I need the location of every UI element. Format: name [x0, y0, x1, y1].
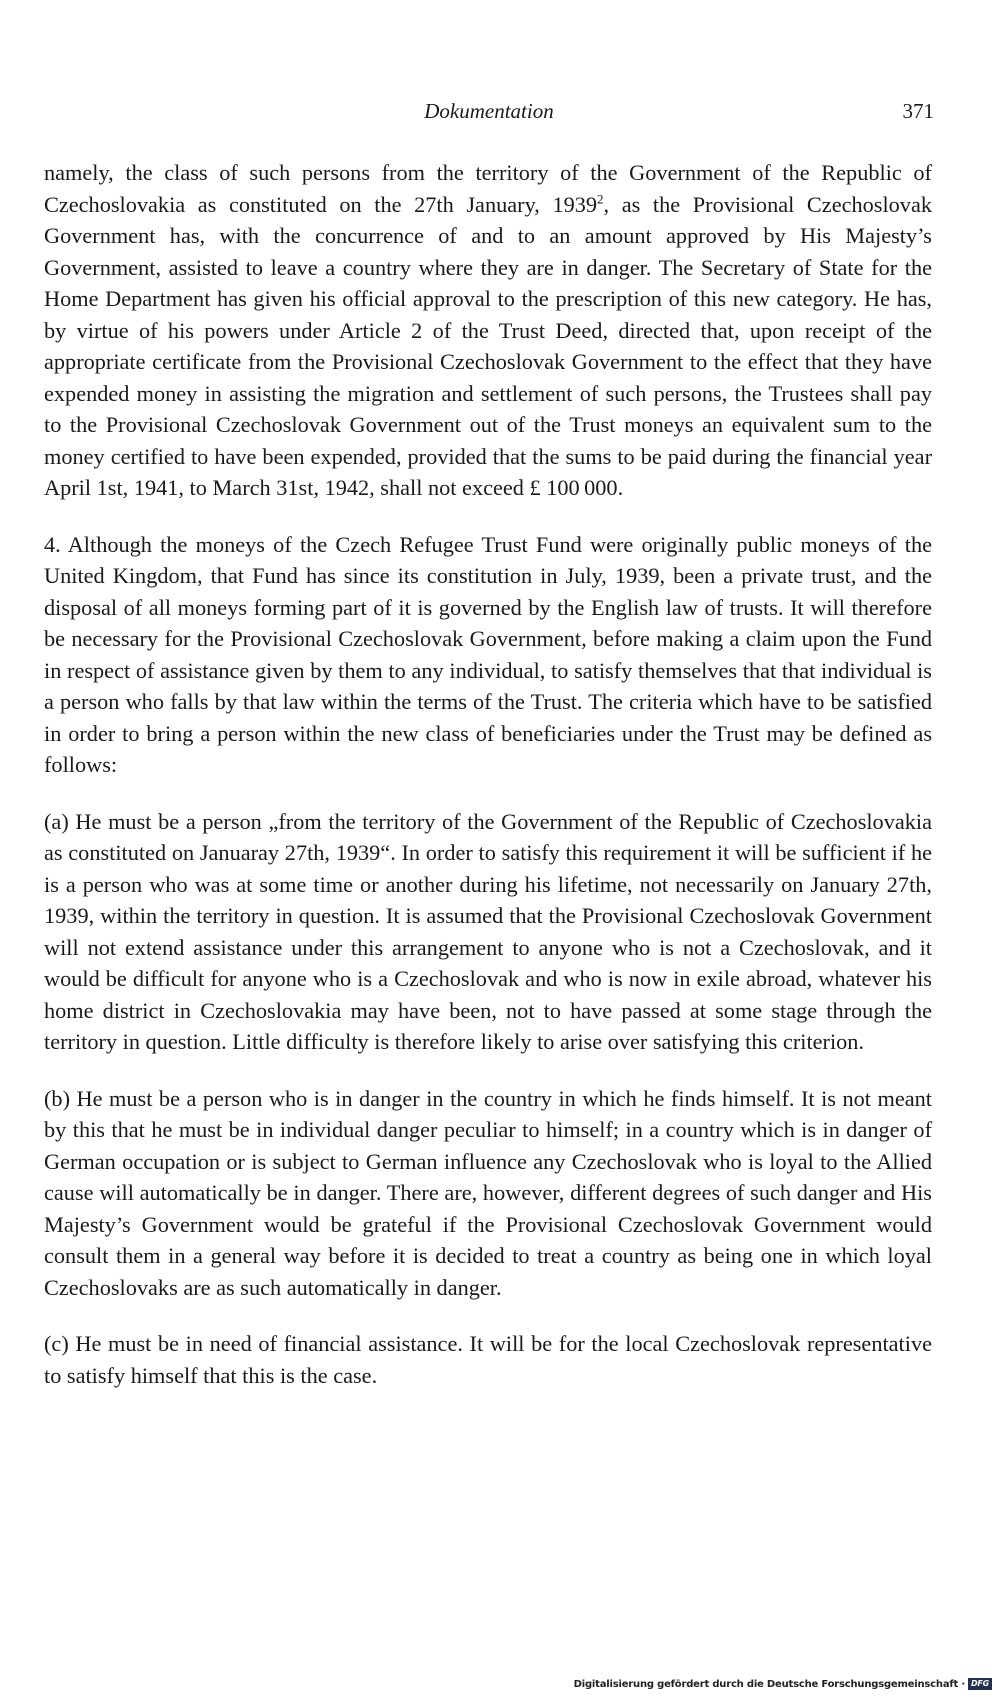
- page-body: [44, 157, 932, 1391]
- paragraph-text: namely, the class of such persons from the territory of the Government of the Republic of Czechoslovakia as constituted on the 27th January, 1939: [44, 160, 932, 217]
- credit-text: Digitalisierung gefördert durch die Deutsche Forschungsgemeinschaft ·: [573, 1678, 965, 1690]
- running-header: [44, 96, 934, 130]
- dfg-logo: DFG: [968, 1678, 992, 1690]
- paragraph-section-4: 4. Although the moneys of the Czech Refugee Trust Fund were originally public moneys of the United Kingdom, that Fund has since its constitution in July, 1939, been a private trust, and the disposal of all moneys forming part of it is governed by the English law of trusts. It will therefore be necessary for the Provisional Czechoslovak Government, before making a claim upon the Fund in respect of assistance given by them to any individual, to satisfy themselves that that individual is a person who falls by that law within the terms of the Trust. The criteria which have to be satisfied in order to bring a person within the new class of beneficiaries under the Trust may be defined as follows:: [44, 531, 932, 777]
- paragraph-criterion-c: (c) He must be in need of financial assistance. It will be for the local Czechoslovak representative to satisfy himself that this is the case.: [44, 1331, 932, 1388]
- paragraph-category-description: [44, 157, 932, 504]
- running-title: Dokumentation: [424, 99, 554, 123]
- digitization-credit: [574, 1676, 992, 1692]
- footnote-marker: 2: [597, 191, 604, 207]
- paragraph-criterion-b: (b) He must be a person who is in danger in the country in which he finds himself. It is not meant by this that he must be in individual danger peculiar to himself; in a country which is in danger of German occupation or is subject to German influence any Czechoslovak who is loyal to the Allied cause will automatically be in danger. There are, however, different degrees of such danger and His Majesty’s Government would be grateful if the Provisional Czechoslovak Government would consult them in a general way before it is decided to treat a country as being one in which loyal Czechoslovaks are as such automatically in danger.: [44, 1085, 932, 1300]
- paragraph-text: , as the Provisional Czechoslovak Government has, with the concurrence of and to an amount approved by His Majesty’s Government, assisted to leave a country where they are in danger. The Secretary of State for the Home Department has given his official approval to the prescription of this new category. He has, by virtue of his powers under Article 2 of the Trust Deed, directed that, upon receipt of the appropriate certificate from the Provisional Czechoslovak Government to the effect that they have expended money in assisting the migration and settlement of such persons, the Trustees shall pay to the Provisional Czechoslovak Government out of the Trust moneys an equivalent sum to the money certified to have been expended, provided that the sums to be paid during the financial year April 1st, 1941, to March 31st, 1942, shall not exceed £ 100 000.: [44, 191, 932, 500]
- paragraph-criterion-a: (a) He must be a person „from the territory of the Government of the Republic of Czechoslovakia as constituted on Januaray 27th, 1939“. In order to satisfy this requirement it will be sufficient if he is a person who was at some time or another during his lifetime, not necessarily on January 27th, 1939, within the territory in question. It is assumed that the Provisional Czechoslovak Government will not extend assistance under this arrangement to anyone who is not a Czechoslovak, and it would be difficult for anyone who is a Czechoslovak and who is now in exile abroad, whatever his home district in Czechoslovakia may have been, not to have passed at some stage through the territory in question. Little difficulty is therefore likely to arise over satisfying this criterion.: [44, 808, 932, 1054]
- page-number: 371: [902, 99, 934, 123]
